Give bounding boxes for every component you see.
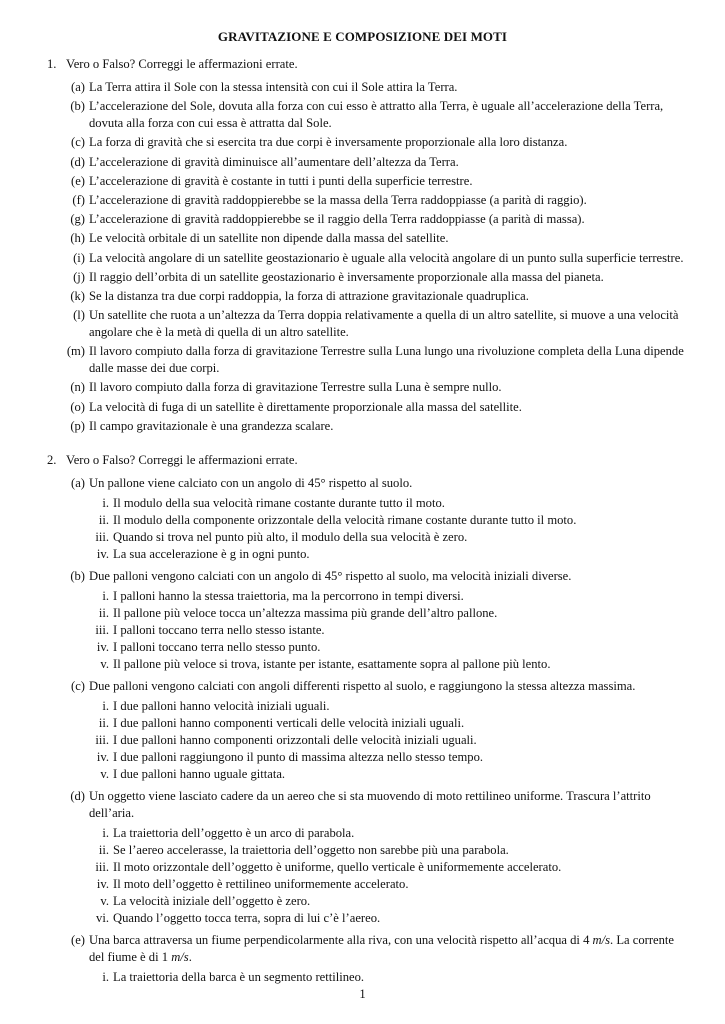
item-label: (b) (70, 569, 85, 583)
item-label: (g) (70, 212, 85, 227)
question-2-items (47, 475, 687, 986)
item-text: L’accelerazione del Sole, dovuta alla forza con cui esso è attratto alla Terra, è uguale all’accelerazione della Terra, dovuta alla forza con cui essa è attratta dal Sole. (89, 99, 664, 131)
sub-item (89, 588, 687, 605)
sub-item-label: ii. (98, 513, 109, 527)
sub-item-label: iv. (96, 547, 109, 561)
question-prompt: Vero o Falso? Correggi le affermazioni errate. (66, 453, 298, 467)
sub-item (89, 893, 687, 910)
sub-item-text: I palloni toccano terra nello stesso istante. (113, 623, 325, 637)
item-label: (a) (71, 80, 85, 94)
sub-item-text: Se l’aereo accelerasse, la traiettoria dell’oggetto non sarebbe più una parabola. (113, 843, 509, 857)
sub-item-text: Quando si trova nel punto più alto, il modulo della sua velocità è zero. (113, 530, 468, 544)
list-item (47, 288, 687, 305)
sub-item-text: I due palloni hanno velocità iniziali uguali. (113, 699, 330, 713)
question-1-header (47, 56, 687, 73)
sub-item-label: ii. (98, 843, 109, 857)
sub-item-label: v. (100, 657, 109, 671)
question-1 (47, 56, 687, 437)
sub-item-text: I due palloni hanno componenti verticali delle velocità iniziali uguali. (113, 716, 465, 730)
sub-item (89, 766, 687, 783)
list-item (47, 79, 687, 96)
sub-item-label: i. (102, 496, 109, 510)
question-1-items (47, 79, 687, 435)
sub-item (89, 495, 687, 512)
sub-item (89, 656, 687, 673)
sub-item-text: La sua accelerazione è g in ogni punto. (113, 547, 310, 561)
item-label: (i) (73, 250, 85, 265)
item-text: Due palloni vengono calciati con un angolo di 45° rispetto al suolo, ma velocità iniziali diverse. (89, 569, 572, 583)
sub-item-text: I due palloni hanno componenti orizzontali delle velocità iniziali uguali. (113, 733, 477, 747)
sub-item (89, 876, 687, 893)
sub-item-label: iii. (95, 530, 109, 544)
item-text: Se la distanza tra due corpi raddoppia, la forza di attrazione gravitazionale quadruplica. (89, 288, 529, 303)
unit-text: m/s (592, 933, 611, 947)
sub-item-text: Il pallone più veloce si trova, istante per istante, esattamente sopra al pallone più lento. (113, 657, 551, 671)
sub-item-label: i. (102, 589, 109, 603)
sub-item-label: iv. (96, 750, 109, 764)
sub-item-label: iii. (95, 623, 109, 637)
sub-item (89, 825, 687, 842)
item-text-part: . La corrente del fiume è di 1 (89, 933, 675, 964)
sub-item-text: I palloni hanno la stessa traiettoria, ma la percorrono in tempi diversi. (113, 589, 464, 603)
item-text (89, 933, 674, 964)
item-text: La forza di gravità che si esercita tra due corpi è inversamente proporzionale alla loro distanza. (89, 135, 568, 150)
sub-list (89, 495, 687, 563)
item-label: (o) (70, 399, 85, 414)
sub-item-label: v. (100, 894, 109, 908)
sub-item (89, 969, 687, 986)
sub-item (89, 910, 687, 927)
sub-list (89, 698, 687, 783)
sub-item-label: ii. (98, 606, 109, 620)
item-label: (d) (70, 789, 85, 803)
item-text-part: . (188, 950, 192, 964)
sub-item-label: i. (102, 699, 109, 713)
item-text: Un pallone viene calciato con un angolo di 45° rispetto al suolo. (89, 476, 413, 490)
item-label: (l) (73, 308, 85, 323)
list-item (47, 475, 687, 563)
list-item (47, 269, 687, 286)
item-text: L’accelerazione di gravità diminuisce all’aumentare dell’altezza da Terra. (89, 154, 459, 169)
sub-item (89, 529, 687, 546)
list-item (47, 307, 687, 341)
sub-item-label: iv. (96, 640, 109, 654)
question-number: 2. (47, 453, 57, 467)
sub-list (89, 969, 687, 986)
item-label: (j) (73, 269, 85, 284)
item-text: L’accelerazione di gravità raddoppierebbe se la massa della Terra raddoppiasse (a parità di raggio). (89, 192, 587, 207)
sub-item (89, 715, 687, 732)
item-text: La velocità angolare di un satellite geostazionario è uguale alla velocità angolare di un punto sulla superficie terrestre. (89, 250, 684, 265)
item-label: (p) (70, 418, 85, 433)
sub-item-text: La velocità iniziale dell’oggetto è zero. (113, 894, 311, 908)
item-label: (k) (70, 288, 85, 303)
sub-item (89, 639, 687, 656)
item-text: La velocità di fuga di un satellite è direttamente proporzionale alla massa del satellite. (89, 399, 522, 414)
sub-item (89, 859, 687, 876)
item-text-part: Una barca attraversa un fiume perpendicolarmente alla riva, con una velocità rispetto all’acqua di 4 (89, 933, 590, 947)
item-text: Un satellite che ruota a un’altezza da Terra doppia relativamente a quella di un altro satellite, si muove a una velocità angolare che è la metà di quella di un altro satellite. (89, 308, 679, 340)
item-label: (n) (70, 380, 85, 395)
page-number: 1 (359, 987, 366, 1001)
question-2 (47, 452, 687, 991)
sub-item (89, 732, 687, 749)
sub-item-label: iii. (95, 733, 109, 747)
sub-item (89, 605, 687, 622)
list-item (47, 788, 687, 927)
sub-item-label: i. (102, 970, 109, 984)
question-number: 1. (47, 57, 57, 71)
item-label: (f) (72, 192, 85, 207)
item-text: L’accelerazione di gravità raddoppierebbe se il raggio della Terra raddoppiasse (a parità di massa). (89, 212, 585, 227)
sub-item-label: v. (100, 767, 109, 781)
sub-list (89, 588, 687, 673)
sub-item-label: ii. (98, 716, 109, 730)
sub-item (89, 842, 687, 859)
sub-item-text: Il modulo della componente orizzontale della velocità rimane costante durante tutto il moto. (113, 513, 577, 527)
item-label: (e) (71, 173, 85, 188)
item-label: (c) (71, 135, 85, 150)
item-text: Il lavoro compiuto dalla forza di gravitazione Terrestre sulla Luna lungo una rivoluzione completa della Luna dipende dalle masse dei due corpi. (89, 344, 684, 376)
item-text: Due palloni vengono calciati con angoli differenti rispetto al suolo, e raggiungono la stessa altezza massima. (89, 679, 636, 693)
sub-item-text: Il pallone più veloce tocca un’altezza massima più grande dell’altro pallone. (113, 606, 498, 620)
list-item (47, 154, 687, 171)
list-item (47, 173, 687, 190)
list-item (47, 230, 687, 247)
sub-item-text: La traiettoria della barca è un segmento rettilineo. (113, 970, 365, 984)
sub-item-text: I due palloni hanno uguale gittata. (113, 767, 286, 781)
item-text: Il campo gravitazionale è una grandezza scalare. (89, 418, 334, 433)
item-label: (b) (70, 99, 85, 114)
item-text: Il raggio dell’orbita di un satellite geostazionario è inversamente proporzionale alla massa del pianeta. (89, 269, 604, 284)
list-item (47, 192, 687, 209)
item-label: (e) (71, 933, 85, 947)
sub-item-label: i. (102, 826, 109, 840)
sub-item-text: Il modulo della sua velocità rimane costante durante tutto il moto. (113, 496, 445, 510)
item-label: (a) (71, 476, 85, 490)
sub-item-text: La traiettoria dell’oggetto è un arco di parabola. (113, 826, 355, 840)
list-item (47, 418, 687, 435)
list-item (47, 932, 687, 986)
list-item (47, 678, 687, 783)
sub-item (89, 512, 687, 529)
list-item (47, 211, 687, 228)
question-prompt: Vero o Falso? Correggi le affermazioni errate. (66, 57, 298, 71)
sub-list (89, 825, 687, 927)
item-label: (d) (70, 154, 85, 169)
sub-item-text: Il moto dell’oggetto è rettilineo uniformemente accelerato. (113, 877, 409, 891)
item-text: Un oggetto viene lasciato cadere da un aereo che si sta muovendo di moto rettilineo uniforme. Trascura l’attrito dell’aria. (89, 789, 651, 820)
question-2-header (47, 452, 687, 469)
unit-text: m/s (171, 950, 189, 964)
list-item (47, 568, 687, 673)
sub-item-text: I due palloni raggiungono il punto di massima altezza nello stesso tempo. (113, 750, 484, 764)
sub-item-label: iii. (95, 860, 109, 874)
sub-item-label: vi. (96, 911, 109, 925)
sub-item-text: I palloni toccano terra nello stesso punto. (113, 640, 321, 654)
sub-item (89, 749, 687, 766)
item-text: Le velocità orbitale di un satellite non dipende dalla massa del satellite. (89, 231, 449, 246)
page-title: GRAVITAZIONE E COMPOSIZIONE DEI MOTI (217, 29, 508, 44)
item-label: (c) (71, 679, 85, 693)
sub-item-label: iv. (96, 877, 109, 891)
sub-item-text: Quando l’oggetto tocca terra, sopra di lui c’è l’aereo. (113, 911, 381, 925)
list-item (47, 134, 687, 151)
list-item (47, 379, 687, 396)
sub-item (89, 698, 687, 715)
item-label: (h) (70, 231, 85, 246)
list-item (47, 399, 687, 416)
item-text: La Terra attira il Sole con la stessa intensità con cui il Sole attira la Terra. (89, 80, 458, 94)
sub-item (89, 622, 687, 639)
list-item (47, 98, 687, 132)
item-label: (m) (66, 344, 85, 359)
list-item (47, 250, 687, 267)
item-text: Il lavoro compiuto dalla forza di gravitazione Terrestre sulla Luna è sempre nullo. (89, 380, 502, 395)
sub-item-text: Il moto orizzontale dell’oggetto è uniforme, quello verticale è uniformemente accelerato. (113, 860, 562, 874)
sub-item (89, 546, 687, 563)
item-text: L’accelerazione di gravità è costante in tutti i punti della superficie terrestre. (89, 173, 473, 188)
list-item (47, 343, 687, 377)
